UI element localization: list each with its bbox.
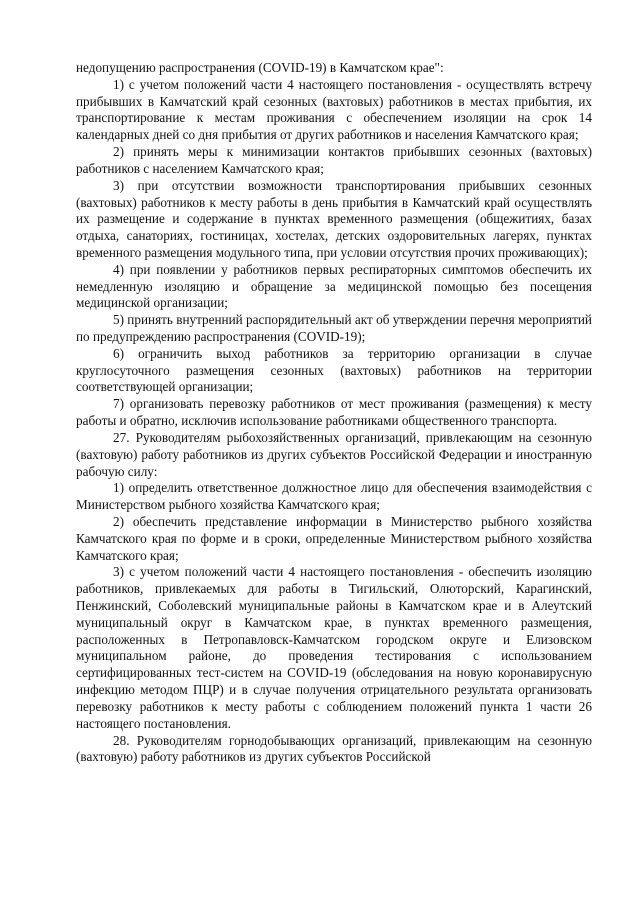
paragraph-item-2: 2) принять меры к минимизации контактов прибывших сезонных (вахтовых) работников с населением Камчатского края; bbox=[76, 144, 592, 176]
paragraph-item-3: 3) при отсутствии возможности транспортирования прибывших сезонных (вахтовых) работников к месту работы в день прибытия в Камчатский край осуществлять их размещение и содержание в пунктах временного размещения (общежитиях, базах отдыха, санаториях, гостиницах, хостелах, детских оздоровительных лагерях, пунктах временного размещения модульного типа, при условии отсутствия прочих проживающих); bbox=[76, 177, 592, 260]
paragraph-item-1: 1) с учетом положений части 4 настоящего постановления - осуществлять встречу прибывших в Камчатский край сезонных (вахтовых) работников в местах прибытия, их транспортирование к местам проживания с обеспечением изоляции на срок 14 календарных дней со дня прибытия от других работников и населения Камчатского края; bbox=[76, 76, 592, 143]
paragraph-27-item-2: 2) обеспечить представление информации в Министерство рыбного хозяйства Камчатского края по форме и в сроки, определенные Министерством рыбного хозяйства Камчатского края; bbox=[76, 513, 592, 563]
paragraph-item-6: 6) ограничить выход работников за территорию организации в случае круглосуточного размещения сезонных (вахтовых) работников на территории соответствующей организации; bbox=[76, 345, 592, 395]
paragraph-section-27: 27. Руководителям рыбохозяйственных организаций, привлекающим на сезонную (вахтовую) работу работников из других субъектов Российской Федерации и иностранную рабочую силу: bbox=[76, 429, 592, 479]
paragraph-item-4: 4) при появлении у работников первых респираторных симптомов обеспечить их немедленную изоляцию и обращение за медицинской помощью без посещения медицинской организации; bbox=[76, 261, 592, 311]
paragraph-27-item-1: 1) определить ответственное должностное лицо для обеспечения взаимодействия с Министерством рыбного хозяйства Камчатского края; bbox=[76, 480, 592, 513]
document-page bbox=[76, 60, 592, 766]
paragraph-item-5: 5) принять внутренний распорядительный акт об утверждении перечня мероприятий по предупреждению распространения (COVID-19); bbox=[76, 312, 592, 344]
paragraph-continuation: недопущению распространения (COVID-19) в Камчатском крае": bbox=[76, 60, 444, 75]
paragraph-27-item-3: 3) с учетом положений части 4 настоящего постановления - обеспечить изоляцию работников, привлекаемых для работы в Тигильский, Олюторский, Карагинский, Пенжинский, Соболевский муниципальные районы в Камчатском крае и в Алеутский муниципальный округ в Камчатском крае, в пунктах временного размещения, расположенных в Петропавловск-Камчатском городском округе и Елизовском муниципальном районе, до проведения тестирования с использованием сертифицированных тест-систем на COVID-19 (обследования на новую коронавирусную инфекцию методом ПЦР) и в случае получения отрицательного результата организовать перевозку работников к месту работы с соблюдением положений пункта 1 части 26 настоящего постановления. bbox=[76, 564, 592, 731]
paragraph-item-7: 7) организовать перевозку работников от мест проживания (размещения) к месту работы и обратно, исключив использование работниками общественного транспорта. bbox=[76, 396, 592, 429]
paragraph-section-28: 28. Руководителям горнодобывающих организаций, привлекающим на сезонную (вахтовую) работу работников из других субъектов Российской bbox=[76, 732, 592, 765]
